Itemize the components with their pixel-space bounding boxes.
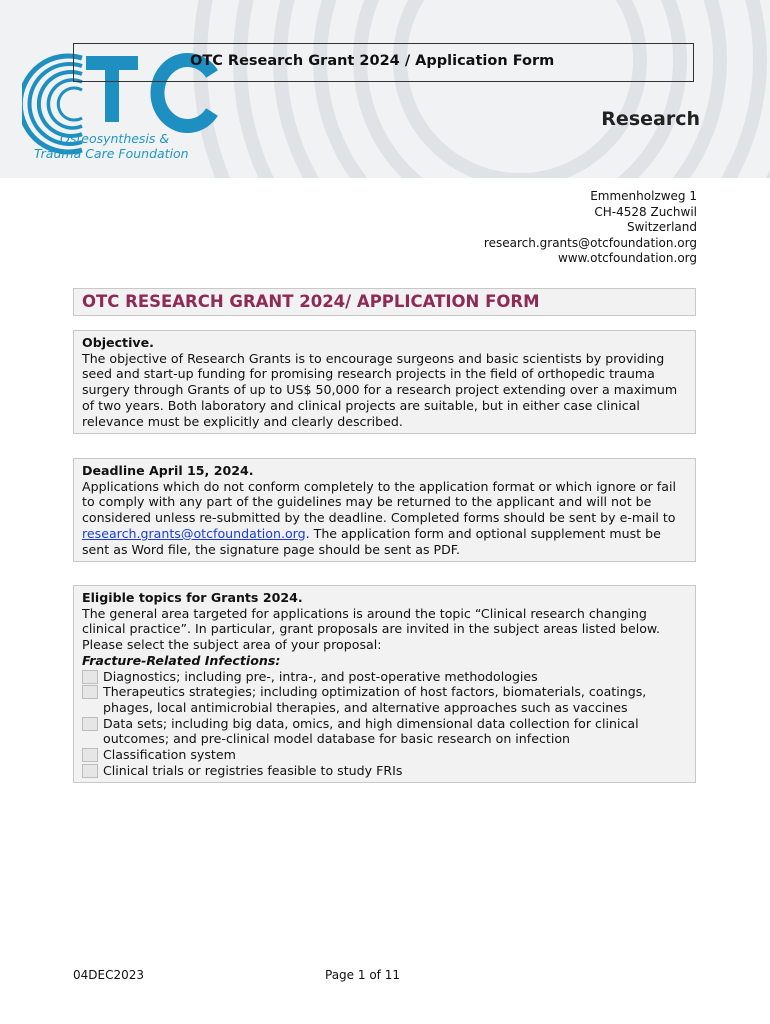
objective-text: The objective of Research Grants is to encourage surgeons and basic scientists by providing seed and start-up funding for promising research projects in the field of orthopedic trauma surgery through Grants of up to US$ 50,000 for a research project extending over a maximum of two years. Both laboratory and clinical projects are suitable, but in either case clinical relevance must be explicitly and clearly described. <box>82 350 678 429</box>
deadline-section <box>73 458 696 562</box>
objective-section <box>73 330 696 434</box>
document-title: OTC Research Grant 2024 / Application Form <box>190 53 555 69</box>
topic-option-label: Clinical trials or registries feasible to study FRIs <box>103 762 403 778</box>
topics-section <box>73 585 696 783</box>
address-country: Switzerland <box>627 220 697 234</box>
deadline-text-part2: . The application form and optional supplement must be sent as Word file, the signature page should be sent as PDF. <box>82 525 661 557</box>
address-block <box>484 189 697 267</box>
topic-option-label: Diagnostics; including pre-, intra-, and post-operative methodologies <box>103 668 538 684</box>
deadline-text-part1: Applications which do not conform completely to the application format or which ignore or fail to comply with any part of the guidelines may be returned to the applicant and will not be considered unless re-submitted by the deadline. Completed forms should be sent by e-mail to <box>82 478 676 526</box>
address-email: research.grants@otcfoundation.org <box>483 235 697 250</box>
deadline-email-link[interactable]: research.grants@otcfoundation.org <box>82 525 306 541</box>
footer-date: 04DEC2023 <box>73 968 145 982</box>
topic-checkbox[interactable] <box>82 748 98 762</box>
deadline-text <box>82 479 687 558</box>
topics-intro: The general area targeted for applications is around the topic “Clinical research changing clinical practice”. In particular, grant proposals are invited in the subject areas listed below. Please select the subject area of your proposal: <box>82 605 661 653</box>
form-heading-box <box>73 288 696 316</box>
address-street: Emmenholzweg 1 <box>590 189 697 203</box>
topic-checkbox[interactable] <box>82 764 98 778</box>
address-website: www.otcfoundation.org <box>557 251 697 265</box>
deadline-heading: Deadline April 15, 2024. <box>82 463 254 478</box>
form-heading: OTC RESEARCH GRANT 2024/ APPLICATION FORM <box>82 292 540 311</box>
logo-subtitle <box>34 131 234 161</box>
topic-option-label: Therapeutics strategies; including optimization of host factors, biomaterials, coatings, phages, local antimicrobial therapies, and alternative approaches such as vaccines <box>103 684 647 715</box>
objective-heading: Objective. <box>82 335 154 350</box>
topic-option-clinical-trials[interactable] <box>82 763 687 779</box>
logo-subtitle-line2: Trauma Care Foundation <box>34 146 189 161</box>
topic-option-data-sets[interactable] <box>82 716 687 747</box>
topic-option-classification[interactable] <box>82 747 687 763</box>
topic-option-diagnostics[interactable] <box>82 669 687 685</box>
header-banner <box>0 0 770 178</box>
document-title-box <box>73 43 694 82</box>
topic-checkbox[interactable] <box>82 685 98 699</box>
topic-option-label: Data sets; including big data, omics, and high dimensional data collection for clinical outcomes; and pre-clinical model database for basic research on infection <box>103 715 639 747</box>
topics-subheading: Fracture-Related Infections: <box>82 652 281 668</box>
section-label: Research <box>601 108 700 130</box>
topic-option-therapeutics[interactable] <box>82 684 687 715</box>
logo-subtitle-line1: Osteosynthesis & <box>60 131 170 146</box>
topic-checkbox[interactable] <box>82 670 98 684</box>
topics-heading: Eligible topics for Grants 2024. <box>82 590 303 605</box>
topic-option-label: Classification system <box>103 747 236 763</box>
address-city: CH-4528 Zuchwil <box>594 204 697 219</box>
footer-page-number: Page 1 of 11 <box>325 968 400 982</box>
topic-checkbox[interactable] <box>82 717 98 731</box>
